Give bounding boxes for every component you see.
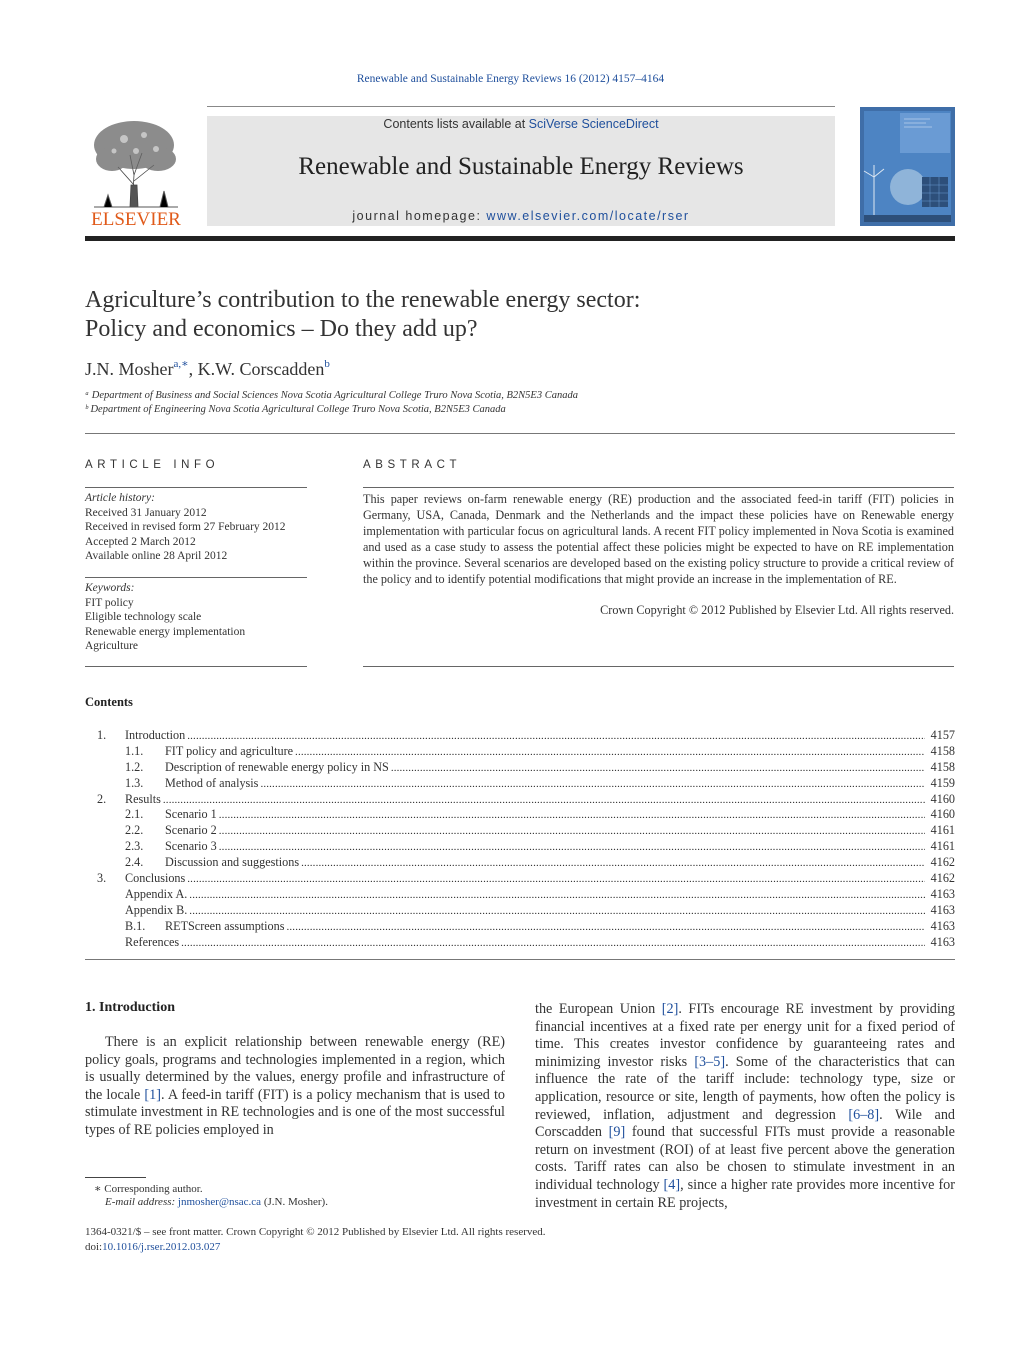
keywords-block bbox=[85, 581, 307, 654]
toc-entry-number: 3. bbox=[97, 871, 107, 886]
toc-entry[interactable] bbox=[85, 807, 955, 823]
abstract-rule-bottom bbox=[363, 666, 954, 667]
toc-entry[interactable] bbox=[85, 903, 955, 919]
toc-entry[interactable] bbox=[85, 728, 955, 744]
elsevier-wordmark: ELSEVIER bbox=[91, 209, 181, 229]
author-corscadden-affil-sup[interactable]: b bbox=[324, 358, 330, 370]
article-info-rule-mid bbox=[85, 577, 307, 578]
toc-entry-number: 2. bbox=[97, 791, 107, 806]
toc-entry-page: 4158 bbox=[930, 759, 955, 774]
author-mosher-affil-sup[interactable]: a,∗ bbox=[173, 358, 189, 370]
toc-entry-title: Appendix B. bbox=[125, 902, 188, 917]
toc-entry-page: 4161 bbox=[930, 839, 955, 854]
toc-entry-title: Discussion and suggestions bbox=[165, 855, 300, 870]
date-revised: Received in revised form 27 February 2012 bbox=[85, 521, 286, 533]
section-heading-introduction: 1. Introduction bbox=[85, 1000, 175, 1015]
toc-entry-title: References bbox=[125, 934, 180, 949]
citation-ref[interactable]: [6–8] bbox=[848, 1106, 880, 1123]
col2-text-c: . Some of the characteristics that can influence the rate of the tariff include: technology type, size or application, resource or site, length of payments, how often the policy is reviewed, inflation, adjustment and degression bbox=[535, 1053, 955, 1123]
issn-line: 1364-0321/$ – see front matter. Crown Copyright © 2012 Published by Elsevier Ltd. All rights reserved. bbox=[85, 1226, 546, 1238]
citation-ref[interactable]: [9] bbox=[608, 1124, 626, 1141]
author-separator: , bbox=[188, 359, 198, 379]
homepage-prefix: journal homepage: bbox=[352, 209, 487, 223]
journal-citation[interactable]: Renewable and Sustainable Energy Reviews 16 (2012) 4157–4164 bbox=[356, 73, 665, 85]
toc-entry-title: Scenario 3 bbox=[165, 839, 217, 854]
contents-divider bbox=[85, 959, 955, 960]
article-info-heading: ARTICLE INFO bbox=[85, 459, 220, 471]
keyword-item: Agriculture bbox=[85, 640, 139, 652]
toc-entry-page: 4163 bbox=[930, 918, 955, 933]
citation-ref[interactable]: [4] bbox=[663, 1176, 681, 1193]
toc-entry-number: 2.2. bbox=[125, 823, 144, 838]
toc-entry-page: 4160 bbox=[930, 791, 955, 806]
journal-homepage-line bbox=[207, 209, 835, 223]
abstract-rule-top bbox=[363, 487, 954, 488]
toc-entry-page: 4163 bbox=[930, 934, 955, 949]
keyword-item: Eligible technology scale bbox=[85, 611, 202, 623]
col2-text-e: found that successful FITs must provide a reasonable return on investment (ROI) of at least five percent above the generation costs. Tariff rates can also be chosen to stimulate investment in an individual technology bbox=[535, 1124, 955, 1193]
toc-entry[interactable] bbox=[85, 839, 955, 855]
body-column-right bbox=[535, 1001, 955, 1212]
toc-entry-page: 4163 bbox=[930, 886, 955, 901]
toc-entry-number: B.1. bbox=[125, 918, 146, 933]
body-column-left bbox=[85, 1034, 505, 1140]
toc-entry-title: FIT policy and agriculture bbox=[165, 743, 294, 758]
citation-ref[interactable]: [3–5] bbox=[694, 1053, 726, 1070]
article-info-rule-bottom bbox=[85, 666, 307, 667]
article-info-rule-top bbox=[85, 487, 307, 488]
toc-entry[interactable] bbox=[85, 792, 955, 808]
toc-entry[interactable] bbox=[85, 919, 955, 935]
author-corscadden[interactable]: K.W. Corscadden bbox=[197, 359, 325, 379]
sciencedirect-link[interactable]: SciVerse ScienceDirect bbox=[528, 117, 659, 131]
email-label: E-mail address: bbox=[105, 1196, 178, 1208]
journal-cover-thumbnail[interactable] bbox=[860, 107, 955, 226]
toc-entry-title: Scenario 2 bbox=[165, 823, 217, 838]
email-link[interactable]: jnmosher@nsac.ca bbox=[177, 1196, 262, 1208]
toc-entry-title: Method of analysis bbox=[165, 775, 259, 790]
toc-entry[interactable] bbox=[85, 855, 955, 871]
toc-entry[interactable] bbox=[85, 760, 955, 776]
toc-entry-title: Results bbox=[125, 791, 161, 806]
article-history bbox=[85, 491, 307, 564]
toc-entry[interactable] bbox=[85, 823, 955, 839]
toc-entry[interactable] bbox=[85, 871, 955, 887]
abstract-copyright: Crown Copyright © 2012 Published by Elsevier Ltd. All rights reserved. bbox=[600, 603, 954, 617]
title-divider bbox=[85, 433, 955, 434]
keyword-item: FIT policy bbox=[85, 596, 134, 609]
article-title bbox=[85, 286, 945, 344]
elsevier-tree-logo bbox=[84, 115, 188, 229]
toc-entry-title: Conclusions bbox=[125, 871, 186, 886]
toc-entry-title: Introduction bbox=[125, 728, 186, 742]
toc-entry-number: 1.3. bbox=[125, 775, 144, 790]
toc-entry-number: 1.2. bbox=[125, 759, 144, 774]
citation-ref[interactable]: [1] bbox=[144, 1086, 161, 1103]
toc-entry-page: 4163 bbox=[930, 902, 955, 917]
toc-entry-number: 2.4. bbox=[125, 855, 144, 870]
toc-entry-title: Appendix A. bbox=[125, 886, 188, 901]
footnote-rule bbox=[85, 1177, 146, 1178]
doi-prefix: doi: bbox=[85, 1241, 103, 1253]
toc-entry-page: 4158 bbox=[930, 743, 955, 758]
toc-entry[interactable] bbox=[85, 887, 955, 903]
contents-heading: Contents bbox=[85, 695, 133, 709]
table-of-contents bbox=[85, 728, 955, 950]
date-received: Received 31 January 2012 bbox=[85, 506, 207, 519]
col2-text-f: , since a higher rate provides more incentive for investment in certain RE projects, bbox=[535, 1176, 955, 1211]
date-online: Available online 28 April 2012 bbox=[85, 550, 228, 562]
header-divider bbox=[207, 106, 835, 107]
toc-entry-number: 1.1. bbox=[125, 743, 144, 758]
toc-entry-page: 4162 bbox=[930, 871, 955, 886]
toc-entry-page: 4159 bbox=[930, 775, 955, 790]
date-accepted: Accepted 2 March 2012 bbox=[85, 535, 196, 548]
toc-entry-title: RETScreen assumptions bbox=[165, 918, 285, 933]
abstract-heading: ABSTRACT bbox=[363, 459, 462, 471]
citation-ref[interactable]: [2] bbox=[661, 1001, 679, 1017]
author-list bbox=[85, 357, 330, 380]
title-line-2: Policy and economics – Do they add up? bbox=[85, 316, 478, 342]
col1-text-b: . A feed-in tariff (FIT) is a policy mechanism that is used to stimulate investment in RE technologies and is one of the most successful types of RE policies employed in bbox=[85, 1086, 505, 1138]
header-thick-rule bbox=[85, 236, 955, 241]
contents-prefix: Contents lists available at bbox=[383, 117, 529, 131]
homepage-link[interactable]: www.elsevier.com/locate/rser bbox=[486, 209, 690, 223]
toc-entry-title: Description of renewable energy policy in NS bbox=[165, 759, 389, 774]
toc-entry[interactable] bbox=[85, 744, 955, 760]
keywords-label: Keywords: bbox=[85, 582, 135, 594]
toc-entry-number: 2.3. bbox=[125, 839, 144, 854]
col2-text-a: the European Union bbox=[535, 1001, 662, 1017]
toc-entry[interactable] bbox=[85, 776, 955, 792]
history-label: Article history: bbox=[85, 492, 155, 504]
footnote-email bbox=[85, 1196, 328, 1208]
doi-link[interactable]: 10.1016/j.rser.2012.03.027 bbox=[102, 1241, 221, 1253]
journal-name: Renewable and Sustainable Energy Reviews bbox=[298, 153, 744, 180]
email-suffix: (J.N. Mosher). bbox=[261, 1196, 328, 1208]
col2-text-d: . Wile and Corscadden bbox=[535, 1106, 956, 1141]
col2-text-b: . FITs encourage RE investment by providing financial incentives at a fixed rate per energy unit for a fixed period of time. This creates investor confidence by guaranteeing rates and minimizing investor risks bbox=[535, 1001, 955, 1070]
toc-entry-page: 4157 bbox=[930, 728, 955, 742]
abstract-text: This paper reviews on-farm renewable energy (RE) production and the associated feed-in tariff (FIT) policies in Germany, USA, Canada, Denmark and the Netherlands and the impact these policies have on Renewable energy implementation with particular focus on agricultural lands. A recent FIT policy implemented in Nova Scotia is examined and used as a case study to assess the potential affect these policies might be expected to have on RE implementation within the province. Several scenarios are developed based on the existing policy structure to provide a critical review of the policy and to identify potential modifications that might provide an increase in the implementation of RE. bbox=[363, 492, 954, 586]
toc-entry-page: 4160 bbox=[930, 807, 955, 822]
toc-entry-title: Scenario 1 bbox=[165, 807, 217, 822]
affiliation-b: ᵇ Department of Engineering Nova Scotia Agricultural College Truro Nova Scotia, B2N5E3 Canada bbox=[85, 404, 506, 415]
toc-entry-page: 4162 bbox=[930, 855, 955, 870]
toc-entry-number: 1. bbox=[97, 728, 107, 742]
author-mosher[interactable]: J.N. Mosher bbox=[85, 359, 174, 379]
title-line-1: Agriculture’s contribution to the renewable energy sector: bbox=[85, 287, 641, 313]
toc-entry[interactable] bbox=[85, 935, 955, 951]
contents-availability-line bbox=[207, 117, 835, 131]
toc-entry-page: 4161 bbox=[930, 823, 955, 838]
keyword-item: Renewable energy implementation bbox=[85, 625, 246, 638]
col1-text-a: There is an explicit relationship between renewable energy (RE) policy goals, programs and technologies implemented in a region, which is usually determined by the values, energy profile and infrastructure of the locale bbox=[85, 1034, 505, 1103]
footnote-corresponding: ∗ Corresponding author. bbox=[94, 1183, 203, 1195]
toc-entry-number: 2.1. bbox=[125, 807, 144, 822]
affiliation-a: ᵃ Department of Business and Social Sciences Nova Scotia Agricultural College Truro Nova Scotia, B2N5E3 Canada bbox=[85, 390, 578, 401]
doi-line bbox=[85, 1241, 220, 1253]
